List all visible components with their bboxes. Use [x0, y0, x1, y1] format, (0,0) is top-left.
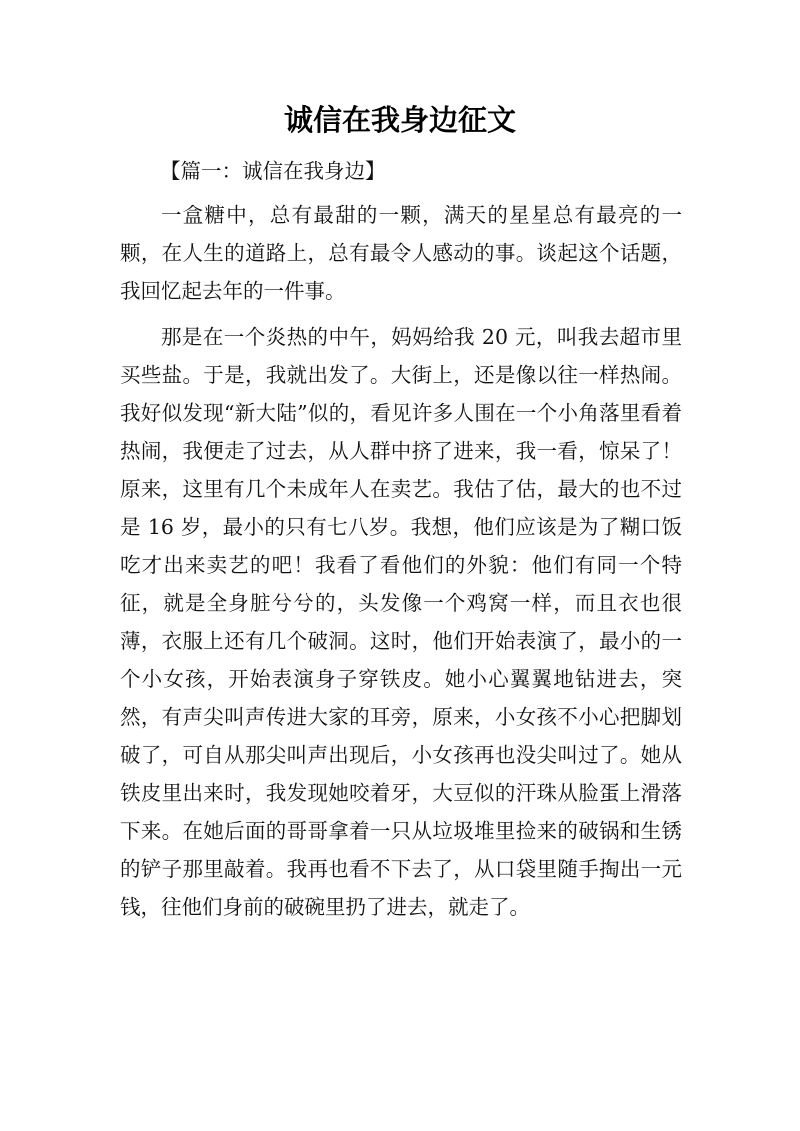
document-title: 诚信在我身边征文 [283, 103, 516, 137]
document-body [120, 152, 682, 934]
paragraph-2: 那是在一个炎热的中午，妈妈给我 20 元，叫我去超市里买些盐。于是，我就出发了。大街上，还是像以往一样热闹。我好似发现“新大陆”似的，看见许多人围在一个小角落里看着热闹，我便走了过去，从人群中挤了进来，我一看，惊呆了！原来，这里有几个未成年人在卖艺。我估了估，最大的也不过是 16 岁，最小的只有七八岁。我想，他们应该是为了糊口饭吃才出来卖艺的吧！我看了看他们的外貌：他们有同一个特征，就是全身脏兮兮的，头发像一个鸡窝一样，而且衣也很薄，衣服上还有几个破洞。这时，他们开始表演了，最小的一个小女孩，开始表演身子穿铁皮。她小心翼翼地钻进去，突然，有声尖叫声传进大家的耳旁，原来，小女孩不小心把脚划破了，可自从那尖叫声出现后，小女孩再也没尖叫过了。她从铁皮里出来时，我发现她咬着牙，大豆似的汗珠从脸蛋上滑落下来。在她后面的哥哥拿着一只从垃圾堆里捡来的破锅和生锈的铲子那里敲着。我再也看不下去了，从口袋里随手掏出一元钱，往他们身前的破碗里扔了进去，就走了。 [120, 325, 682, 919]
paragraph-1: 一盒糖中，总有最甜的一颗，满天的星星总有最亮的一颗，在人生的道路上，总有最令人感动的事。谈起这个话题，我回忆起去年的一件事。 [120, 203, 682, 303]
section-heading: 【篇一：诚信在我身边】 [160, 159, 386, 183]
